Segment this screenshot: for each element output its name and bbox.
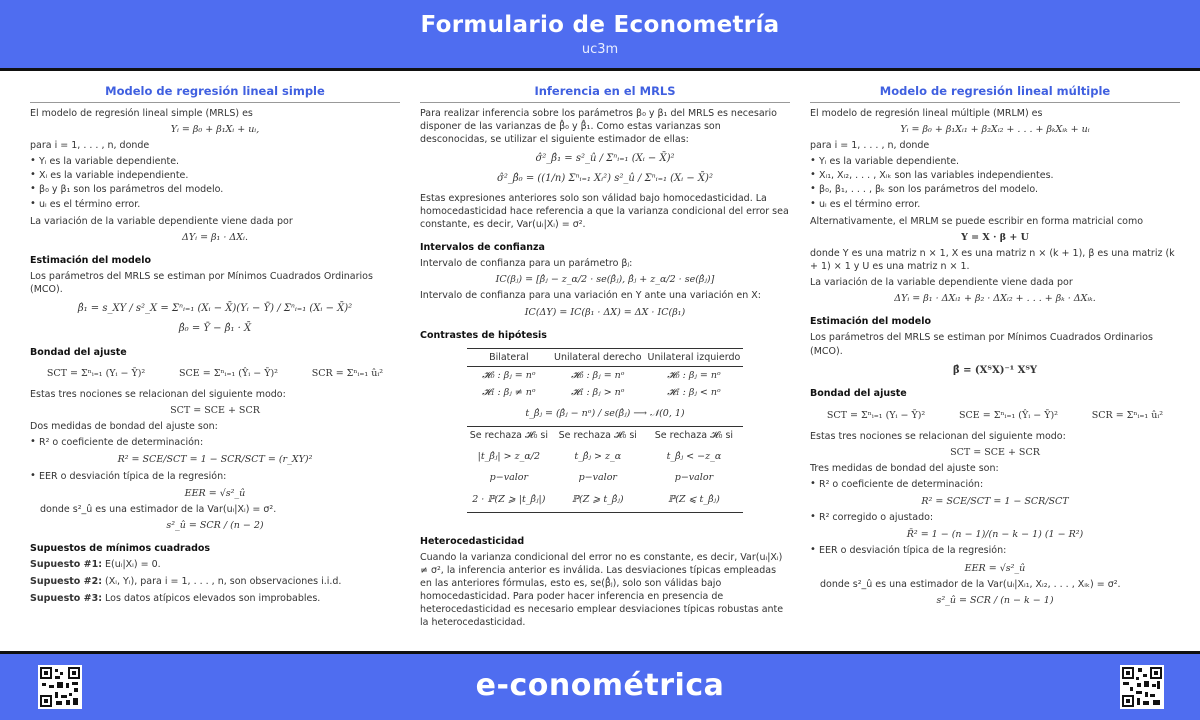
subsection-title: Estimación del modelo: [810, 316, 931, 328]
model-equation: Yᵢ = β₀ + β₁Xᵢ₁ + β₂Xᵢ₂ + . . . + βₖXᵢₖ + uᵢ: [900, 123, 1090, 135]
assumption-label: Supuesto #3:: [30, 593, 103, 605]
table-cell: 𝓗₁ : βⱼ ≠ nᵒ: [482, 386, 536, 398]
scr-formula: SCR = Σⁿᵢ₌₁ ûᵢ²: [1091, 409, 1164, 421]
table-row: [467, 427, 744, 445]
page-footer: [0, 654, 1200, 720]
ci-text: Intervalo de confianza para un parámetro βⱼ:: [420, 258, 633, 270]
table-cell: p−valor: [489, 472, 529, 484]
for-i-text: para i = 1, . . . , n, donde: [810, 140, 930, 152]
table-cell: |t_β̂ⱼ| > z_α/2: [477, 451, 541, 463]
eer-equation: EER = √s²_û: [964, 562, 1026, 574]
definition-list: [810, 155, 1180, 210]
table-cell: 𝓗₀ : βⱼ = nᵒ: [667, 369, 721, 381]
subsection-title: Contrastes de hipótesis: [420, 329, 547, 341]
table-row: [467, 487, 744, 513]
measures-list: [810, 544, 1180, 557]
table-cell: Se rechaza 𝓗₀ si: [645, 427, 744, 445]
assumption-label: Supuesto #1:: [30, 559, 103, 571]
list-item: [30, 558, 400, 571]
list-item: • EER o desviación típica de la regresión:: [30, 470, 400, 483]
heteroscedasticity-text: Cuando la varianza condicional del error no es constante, es decir, Var(uᵢ|Xᵢ) ≠ σ², la inferencia anterior es inválida. Las desviaciones típicas empleadas en las anteriores fórmulas, esto es, se(β̂ⱼ), solo son válidas bajo homocedasticidad. Para poder hacer inferencia en presencia de heterocedasticidad es necesario emplear desviaciones típicas robustas ante la heterocedasticidad.: [420, 551, 784, 629]
variation-text: La variación de la variable dependiente viene dada por: [30, 215, 293, 227]
var-b0-equation: σ̂²_β̂₀ = ((1/n) Σⁿᵢ₌₁ Xᵢ²) s²_û / Σⁿᵢ₌₁ (Xᵢ − X̄)²: [497, 172, 713, 184]
header-divider: [0, 68, 1200, 71]
page-subtitle: uc3m: [581, 42, 619, 57]
hypothesis-table: [467, 348, 744, 513]
table-row: [467, 366, 744, 384]
table-header: Unilateral derecho: [551, 348, 645, 366]
list-item: • Yᵢ es la variable dependiente.: [30, 155, 400, 168]
sct-formula: SCT = Σⁿᵢ₌₁ (Yᵢ − Ȳ)²: [46, 367, 146, 379]
table-cell: t_β̂ⱼ > z_α: [574, 451, 622, 463]
measures-list: [810, 478, 1180, 491]
page-header: [0, 0, 1200, 68]
ci-equation: IC(ΔY) = IC(β₁ · ΔX) = ΔX · IC(β₁): [524, 306, 686, 318]
eer-equation: EER = √s²_û: [184, 487, 246, 499]
subsection-title: Supuestos de mínimos cuadrados: [30, 542, 211, 554]
measures-list: [30, 436, 400, 449]
estimation-text: Los parámetros del MRLS se estiman por Mínimos Cuadrados Ordinarios (MCO).: [30, 270, 373, 296]
list-item: • uᵢ es el término error.: [30, 198, 400, 211]
scr-formula: SCR = Σⁿᵢ₌₁ ûᵢ²: [311, 367, 384, 379]
ci-text: Intervalo de confianza para una variación en Y ante una variación en X:: [420, 290, 761, 302]
table-header: Bilateral: [467, 348, 551, 366]
assumption-text: (Xᵢ, Yᵢ), para i = 1, . . . , n, son observaciones i.i.d.: [105, 576, 342, 588]
r2adj-equation: R̄² = 1 − (n − 1)/(n − k − 1) (1 − R²): [906, 529, 1084, 541]
list-item: • β₀ y β₁ son los parámetros del modelo.: [30, 183, 400, 196]
qr-code-icon[interactable]: [1120, 665, 1164, 709]
table-cell: 𝓗₁ : βⱼ > nᵒ: [571, 386, 625, 398]
variation-equation: ΔYᵢ = β₁ · ΔXᵢ.: [182, 231, 248, 243]
brand-logo: e-conométrica: [475, 668, 725, 703]
s2-equation: s²_û = SCR / (n − k − 1): [936, 594, 1054, 606]
list-item: • R² corregido o ajustado:: [810, 511, 1180, 524]
list-item: • Yᵢ es la variable dependiente.: [810, 155, 1180, 168]
list-item: • R² o coeficiente de determinación:: [810, 478, 1180, 491]
list-item: • β₀, β₁, . . . , βₖ son los parámetros del modelo.: [810, 183, 1180, 196]
model-equation: Yᵢ = β₀ + β₁Xᵢ + uᵢ,: [170, 123, 260, 135]
variation-equation: ΔYᵢ = β₁ · ΔXᵢ₁ + β₂ · ΔXᵢ₂ + . . . + βₖ · ΔXᵢₖ.: [894, 293, 1096, 305]
table-cell: p−valor: [578, 472, 617, 484]
page-title: Formulario de Econometría: [420, 12, 780, 38]
column-simple-regression: [30, 84, 400, 609]
beta-equation: β̂ = (XᵀX)⁻¹ XᵀY: [952, 364, 1038, 376]
where-text: donde s²_û es una estimador de la Var(uᵢ|Xᵢ₁, Xᵢ₂, . . . , Xᵢₖ) = σ².: [820, 578, 1121, 590]
list-item: • Xᵢ es la variable independiente.: [30, 169, 400, 182]
list-item: • Xᵢ₁, Xᵢ₂, . . . , Xᵢₖ son las variables independientes.: [810, 169, 1180, 182]
subsection-title: Bondad del ajuste: [30, 346, 127, 358]
sums-of-squares: [30, 367, 400, 380]
subsection-title: Estimación del modelo: [30, 254, 151, 266]
ci-equation: IC(βⱼ) = [β̂ⱼ − z_α/2 · se(β̂ⱼ), β̂ⱼ + z_α/2 · se(β̂ⱼ)]: [495, 274, 715, 286]
intro-text: El modelo de regresión lineal simple (MRLS) es: [30, 107, 253, 119]
measures-list: [810, 511, 1180, 524]
table-cell: 2 · ℙ(Z ⩾ |t_β̂ⱼ|): [467, 487, 551, 513]
table-cell: ℙ(Z ⩽ t_β̂ⱼ): [645, 487, 744, 513]
section-title: Modelo de regresión lineal múltiple: [810, 84, 1180, 103]
intro-text: El modelo de regresión lineal múltiple (MRLM) es: [810, 107, 1043, 119]
table-cell: ℙ(Z ⩾ t_β̂ⱼ): [551, 487, 645, 513]
r2-equation: R² = SCE/SCT = 1 − SCR/SCT = (r_XY)²: [117, 454, 313, 466]
table-row: [467, 348, 744, 366]
list-item: • R² o coeficiente de determinación:: [30, 436, 400, 449]
column-inference: [420, 84, 790, 632]
table-row: [467, 444, 744, 469]
estimation-text: Los parámetros del MRLS se estiman por Mínimos Cuadrados Ordinarios (MCO).: [810, 332, 1153, 357]
variation-text: La variación de la variable dependiente viene dada por: [810, 277, 1073, 289]
table-row: [467, 384, 744, 401]
relation-equation: SCT = SCE + SCR: [170, 405, 260, 417]
assumption-text: E(uᵢ|Xᵢ) = 0.: [105, 559, 161, 571]
section-title: Modelo de regresión lineal simple: [30, 84, 400, 103]
table-header: Unilateral izquierdo: [645, 348, 744, 366]
sce-formula: SCE = Σⁿᵢ₌₁ (Ŷᵢ − Ȳ)²: [959, 409, 1058, 421]
measures-list: [30, 470, 400, 483]
table-cell: 𝓗₀ : βⱼ = nᵒ: [571, 369, 625, 381]
table-cell: 𝓗₁ : βⱼ < nᵒ: [667, 386, 721, 398]
s2-equation: s²_û = SCR / (n − 2): [166, 519, 264, 531]
list-item: [30, 575, 400, 588]
table-cell: Se rechaza 𝓗₀ si: [551, 427, 645, 445]
list-item: • EER o desviación típica de la regresión:: [810, 544, 1180, 557]
sce-formula: SCE = Σⁿᵢ₌₁ (Ŷᵢ − Ȳ)²: [179, 367, 278, 379]
subsection-title: Heterocedasticidad: [420, 535, 525, 547]
r2-equation: R² = SCE/SCT = 1 − SCR/SCT: [921, 496, 1069, 508]
assumption-text: Los datos atípicos elevados son improbables.: [105, 593, 321, 605]
table-cell: 𝓗₀ : βⱼ = nᵒ: [482, 369, 536, 381]
assumptions-list: [30, 558, 400, 605]
subsection-title: Intervalos de confianza: [420, 242, 545, 254]
list-item: • uᵢ es el término error.: [810, 198, 1180, 211]
homoscedasticity-text: Estas expresiones anteriores solo son válidad bajo homocedasticidad. La homocedasticidad hace referencia a que la varianza condicional del error sea constante, es decir, Var(uᵢ|Xᵢ) = σ².: [420, 192, 789, 230]
intro-text: Para realizar inferencia sobre los parámetros β₀ y β₁ del MRLS es necesario disponer de las varianzas de β̂₀ y β̂₁. Como estas varianzas son desconocidas, se utilizar el siguiente estimador de ellas:: [420, 107, 777, 146]
for-i-text: para i = 1, . . . , n, donde: [30, 140, 150, 152]
table-row: [467, 401, 744, 427]
matrix-equation: Y = X · β + U: [961, 231, 1029, 243]
section-title: Inferencia en el MRLS: [420, 84, 790, 103]
measures-text: Tres medidas de bondad del ajuste son:: [810, 462, 999, 474]
definition-list: [30, 155, 400, 210]
var-b1-equation: σ̂²_β̂₁ = s²_û / Σⁿᵢ₌₁ (Xᵢ − X̄)²: [535, 153, 675, 165]
beta0-equation: β̂₀ = Ȳ − β̂₁ · X̄: [178, 322, 252, 334]
table-cell: t_β̂ⱼ < −z_α: [666, 451, 722, 463]
relation-text: Estas tres nociones se relacionan del siguiente modo:: [810, 430, 1066, 442]
beta1-equation: β̂₁ = s_XY / s²_X = Σⁿᵢ₌₁ (Xᵢ − X̄)(Yᵢ − Ȳ) / Σⁿᵢ₌₁ (Xᵢ − X̄)²: [77, 303, 353, 315]
assumption-label: Supuesto #2:: [30, 576, 103, 588]
relation-equation: SCT = SCE + SCR: [950, 446, 1040, 458]
test-statistic: t_β̂ⱼ = (β̂ⱼ − nᵒ) / se(β̂ⱼ) ⟶ 𝒩(0, 1): [525, 408, 685, 420]
column-multiple-regression: [810, 84, 1180, 610]
list-item: [30, 592, 400, 605]
sums-of-squares: [810, 409, 1180, 422]
measures-text: Dos medidas de bondad del ajuste son:: [30, 421, 218, 433]
table-cell: Se rechaza 𝓗₀ si: [467, 427, 551, 445]
subsection-title: Bondad del ajuste: [810, 388, 907, 400]
where-text: donde s²_û es una estimador de la Var(uᵢ|Xᵢ) = σ².: [40, 503, 277, 515]
relation-text: Estas tres nociones se relacionan del siguiente modo:: [30, 388, 286, 400]
table-cell: p−valor: [674, 472, 714, 484]
table-row: [467, 469, 744, 486]
matrix-text: Alternativamente, el MRLM se puede escribir en forma matricial como: [810, 215, 1144, 227]
matrix-where-text: donde Y es una matriz n × 1, X es una matriz n × (k + 1), β es una matriz (k + 1) × 1 y U es una matriz n × 1.: [810, 247, 1175, 272]
sct-formula: SCT = Σⁿᵢ₌₁ (Yᵢ − Ȳ)²: [826, 409, 926, 421]
